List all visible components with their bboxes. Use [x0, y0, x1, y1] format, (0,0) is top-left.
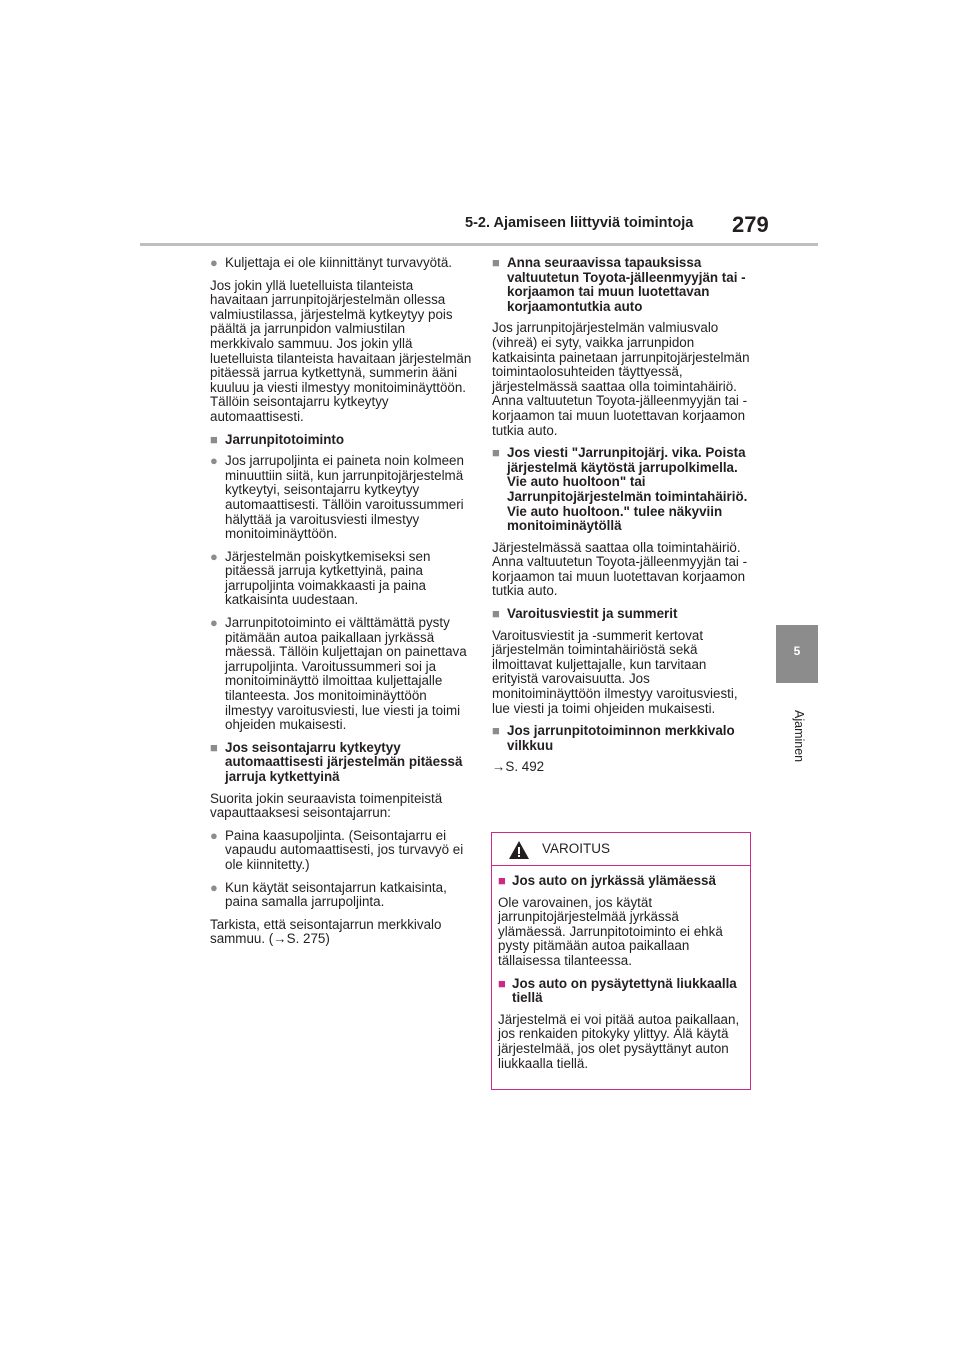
bullet-dot-icon: ●	[210, 548, 218, 564]
bullet-item	[210, 256, 472, 271]
heading-text: Anna seuraavissa tapauksissa valtuutetun Toyota-jälleenmyyjän tai -korjaamon tai muun luotettavan korjaamontutkia auto	[507, 255, 746, 314]
section-heading	[210, 741, 472, 785]
bullet-item	[210, 550, 472, 608]
bullet-text: Järjestelmän poiskytkemiseksi sen pitäessä jarruja kytkettyinä, paina jarrupoljinta voimakkaasti ja paina katkaisinta uudestaan.	[225, 548, 431, 608]
paragraph: Ole varovainen, jos käytät jarrunpitojärjestelmää jyrkässä ylämäessä. Jarrunpitotoiminto ei ehkä pysty pitämään autoa paikallaan tällaisessa tilanteessa.	[498, 894, 723, 968]
bullet-text: Jarrunpitotoiminto ei välttämättä pysty pitämään autoa paikallaan jyrkässä mäessä. Tällöin kuljettajan on painettava jarrupoljinta. Varoitussummeri soi ja monitoiminäyttö ilmoittaa kuljettajalle tilanteesta. Jos monitoiminäyttöön ilmestyy varoitusviesti, lue viesti ja toimi ohjeiden mukaisesti.	[225, 615, 467, 733]
bullet-text: Kun käytät seisontajarrun katkaisinta, paina samalla jarrupoljinta.	[225, 879, 447, 910]
paragraph: Jos jokin yllä luetelluista tilanteista havaitaan jarrunpitojärjestelmän ollessa valmiustilassa, järjestelmä kytkeytyy pois päältä ja jarrunpidon valmiustilan merkkivalo sammuu. Jos jokin yllä luetelluista tilanteista havaitaan järjestelmän pitäessä jarrua kytkettynä, summerin ääni kuuluu ja viesti ilmestyy monitoiminäyttöön. Tällöin seisontajarru kytkeytyy automaattisesti.	[210, 277, 472, 424]
section-title: 5-2. Ajamiseen liittyviä toimintoja	[465, 215, 694, 231]
bullet-text: Kuljettaja ei ole kiinnittänyt turvavyötä.	[225, 255, 453, 270]
section-heading	[492, 607, 754, 622]
square-bullet-icon: ■	[492, 723, 500, 739]
paragraph: Järjestelmässä saattaa olla toimintahäiriö. Anna valtuutetun Toyota-jälleenmyyjän tai -korjaamon tai muun luotettavan korjaamon tutkia auto.	[492, 539, 748, 599]
square-bullet-icon: ■	[498, 873, 506, 888]
section-heading	[492, 446, 754, 534]
left-column	[210, 256, 472, 955]
warning-header	[492, 833, 750, 866]
page-reference-link[interactable]: →S. 275	[273, 931, 326, 947]
section-heading	[210, 433, 472, 448]
square-bullet-icon: ■	[498, 975, 506, 991]
bullet-dot-icon: ●	[210, 879, 218, 895]
bullet-text: Jos jarrupoljinta ei paineta noin kolmeen minuuttiin siitä, kun jarrunpitojärjestelmä kytkeytyi, seisontajarru kytkeytyy automaattisesti. Tällöin varoitussummeri hälyttää ja varoitusviesti ilmestyy monitoiminäyttöön.	[225, 453, 464, 542]
heading-text: Jos seisontajarru kytkeytyy automaattisesti järjestelmän pitäessä jarruja kytkettyinä	[225, 739, 463, 784]
heading-text: Jos viesti "Jarrunpitojärj. vika. Poista järjestelmä käytöstä jarrupolkimella. Vie auto huoltoon" tai Jarrunpitojärjestelmän toimintahäiriö. Vie auto huoltoon." tulee näkyviin monitoiminäytöllä	[507, 445, 748, 534]
warning-body	[492, 866, 750, 1071]
bullet-dot-icon: ●	[210, 827, 218, 843]
heading-text: Jarrunpitotoiminto	[225, 431, 345, 447]
paragraph-text-end: )	[325, 931, 330, 947]
chapter-label-container	[766, 710, 826, 770]
bullet-item	[210, 454, 472, 542]
chapter-tab	[776, 625, 818, 683]
heading-text: Jos jarrunpitotoiminnon merkkivalo vilkkuu	[507, 723, 735, 753]
heading-text: Jos auto on pysäytettynä liukkaalla tiellä	[512, 975, 737, 1006]
bullet-item	[210, 829, 472, 873]
paragraph	[210, 918, 472, 947]
warning-title: VAROITUS	[542, 841, 611, 856]
header-divider	[140, 243, 818, 246]
chapter-label: Ajaminen	[792, 710, 806, 763]
warning-triangle-icon	[508, 840, 530, 860]
paragraph: Varoitusviestit ja -summerit kertovat järjestelmän toimintahäiriöstä sekä ilmoittavat kuljettajalle, kun tarvitaan erityistä varovaisuutta. Jos monitoiminäyttöön ilmestyy varoitusviesti, lue viesti ja toimi ohjeiden mukaisesti.	[492, 627, 738, 716]
bullet-text: Paina kaasupoljinta. (Seisontajarru ei vapaudu automaattisesti, jos turvavyö ei ole kiinnitetty.)	[225, 827, 464, 872]
heading-text: Jos auto on jyrkässä ylämäessä	[512, 873, 716, 888]
warning-heading	[498, 874, 744, 889]
chapter-number: 5	[793, 644, 801, 658]
paragraph: Järjestelmä ei voi pitää autoa paikallaan, jos renkaiden pitokyky ylittyy. Älä käytä järjestelmää, jos olet pysäyttänyt auton liukkaalla tiellä.	[498, 1011, 740, 1071]
page-reference-link[interactable]: →S. 492	[492, 759, 545, 775]
section-heading	[492, 256, 754, 314]
bullet-dot-icon: ●	[210, 255, 218, 270]
bullet-item	[210, 616, 472, 733]
bullet-dot-icon: ●	[210, 453, 218, 469]
warning-box	[491, 832, 751, 1090]
page-number: 279	[732, 212, 769, 237]
paragraph: Suorita jokin seuraavista toimenpiteistä vapauttaaksesi seisontajarrun:	[210, 790, 443, 821]
square-bullet-icon: ■	[492, 255, 500, 270]
square-bullet-icon: ■	[492, 606, 500, 622]
square-bullet-icon: ■	[210, 739, 218, 755]
paragraph: Jos jarrunpitojärjestelmän valmiusvalo (vihreä) ei syty, vaikka jarrunpidon katkaisinta painetaan jarrunpitojärjestelmän toimintaolosuhteiden täyttyessä, järjestelmässä saattaa olla toimintahäiriö. Anna valtuutetun Toyota-jälleenmyyjän tai -korjaamon tai muun luotettavan korjaamon tutkia auto.	[492, 320, 750, 438]
right-column	[492, 256, 754, 783]
square-bullet-icon: ■	[210, 431, 218, 447]
paragraph-text: Tarkista, että seisontajarrun merkkivalo sammuu. (	[210, 916, 442, 947]
square-bullet-icon: ■	[492, 445, 500, 461]
section-heading	[492, 724, 754, 753]
bullet-item	[210, 881, 472, 910]
bullet-dot-icon: ●	[210, 615, 218, 631]
heading-text: Varoitusviestit ja summerit	[507, 606, 678, 622]
warning-heading	[498, 977, 744, 1006]
